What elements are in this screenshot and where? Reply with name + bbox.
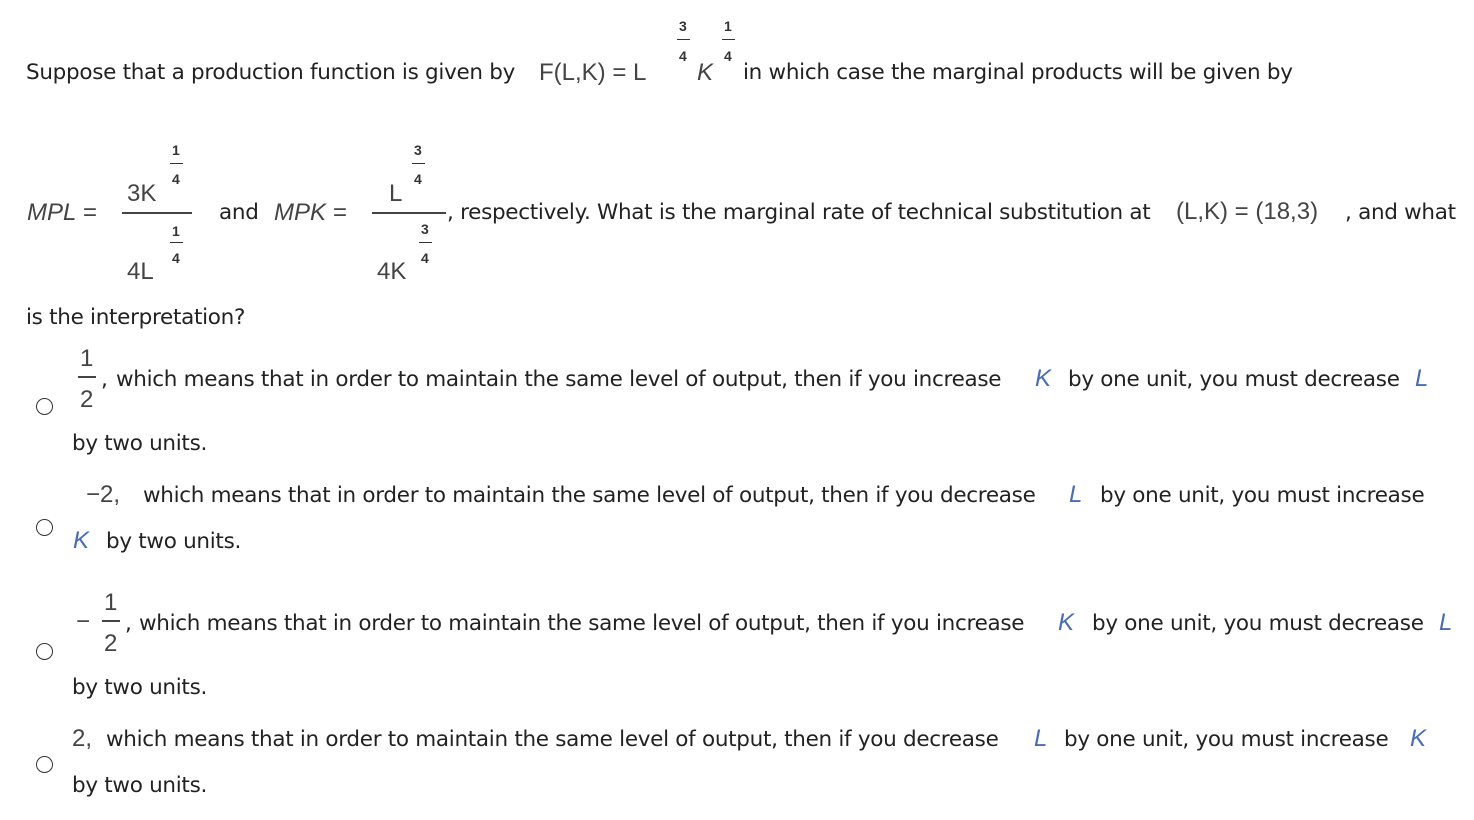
mpk-num-exp-den: 4 <box>414 171 422 187</box>
option-3-value-den: 2 <box>104 630 118 657</box>
mpl-den-exp-den: 4 <box>172 250 180 266</box>
option-3-comma: , <box>125 611 132 636</box>
exp-L-num: 3 <box>679 18 687 34</box>
option-3-value-num: 1 <box>104 589 118 616</box>
option-4-text: which means that in order to maintain the same level of output, then if you decrease <box>106 727 999 752</box>
exp-K-num: 1 <box>724 18 732 34</box>
mpk-num-exp-num: 3 <box>414 142 422 158</box>
option-4-radio[interactable] <box>36 756 53 773</box>
option-2-line2: by two units. <box>106 529 241 554</box>
option-3-radio[interactable] <box>36 643 53 660</box>
option-1-radio[interactable] <box>36 398 53 415</box>
mpl-num-base: 3K <box>127 180 157 207</box>
option-2-radio[interactable] <box>36 519 53 536</box>
option-1-text: which means that in order to maintain the same level of output, then if you increase <box>116 367 1002 392</box>
option-3-var2: L <box>1439 609 1453 636</box>
mpk-fraction-bar <box>372 212 446 214</box>
option-2-var1: L <box>1069 481 1083 508</box>
option-3-var1: K <box>1058 609 1075 636</box>
question-intro-tail: in which case the marginal products will be given by <box>743 60 1293 85</box>
option-4-text2: by one unit, you must increase <box>1064 727 1389 752</box>
option-2-value: −2, <box>86 481 121 508</box>
exp-L-bar <box>677 39 690 40</box>
mpl-den-exp-bar <box>170 242 183 243</box>
option-3-value-bar <box>102 620 120 622</box>
mpk-den-exp-num: 3 <box>421 221 429 237</box>
production-function-K: K <box>697 59 714 86</box>
and-word: and <box>219 200 259 225</box>
and-what-text: , and what <box>1345 200 1456 225</box>
exp-K-den: 4 <box>724 48 732 64</box>
option-1-value-den: 2 <box>80 386 94 413</box>
mpk-label: MPK = <box>274 199 347 226</box>
mpl-den-exp-num: 1 <box>172 223 180 239</box>
option-3-text: which means that in order to maintain the same level of output, then if you increase <box>139 611 1025 636</box>
exp-L-den: 4 <box>679 48 687 64</box>
option-3-sign: − <box>76 608 91 635</box>
option-1-var1: K <box>1035 365 1052 392</box>
exp-K-bar <box>722 39 735 40</box>
mpl-num-exp-bar <box>170 163 183 164</box>
mpl-label: MPL = <box>27 199 97 226</box>
option-1-var2: L <box>1415 365 1429 392</box>
option-2-var2: K <box>73 527 90 554</box>
option-2-text: which means that in order to maintain the same level of output, then if you decrease <box>143 483 1036 508</box>
production-function-lhs: F(L,K) = L <box>539 59 647 86</box>
question-intro: Suppose that a production function is given by <box>26 60 516 85</box>
mpl-num-exp-num: 1 <box>172 142 180 158</box>
option-1-value-num: 1 <box>80 345 94 372</box>
evaluation-point: (L,K) = (18,3) <box>1176 198 1319 225</box>
option-1-comma: , <box>101 367 108 392</box>
mpl-fraction-bar <box>122 212 192 214</box>
option-1-line2: by two units. <box>72 431 207 456</box>
mpk-num-base: L <box>389 180 403 207</box>
option-4-line2: by two units. <box>72 773 207 798</box>
interpretation-text: is the interpretation? <box>26 305 246 330</box>
option-3-line2: by two units. <box>72 675 207 700</box>
option-1-value-bar <box>78 376 96 378</box>
mpk-num-exp-bar <box>412 163 425 164</box>
mpl-den-base: 4L <box>127 258 154 285</box>
option-2-text2: by one unit, you must increase <box>1100 483 1425 508</box>
mpk-den-exp-den: 4 <box>421 250 429 266</box>
option-4-var2: K <box>1410 725 1427 752</box>
option-4-var1: L <box>1034 725 1048 752</box>
mpl-num-exp-den: 4 <box>172 171 180 187</box>
mpk-den-exp-bar <box>419 242 432 243</box>
mpk-den-base: 4K <box>377 258 407 285</box>
option-3-text2: by one unit, you must decrease <box>1092 611 1424 636</box>
respectively-text: , respectively. What is the marginal rate of technical substitution at <box>447 200 1151 225</box>
option-1-text2: by one unit, you must decrease <box>1068 367 1400 392</box>
option-4-value: 2, <box>72 725 93 752</box>
